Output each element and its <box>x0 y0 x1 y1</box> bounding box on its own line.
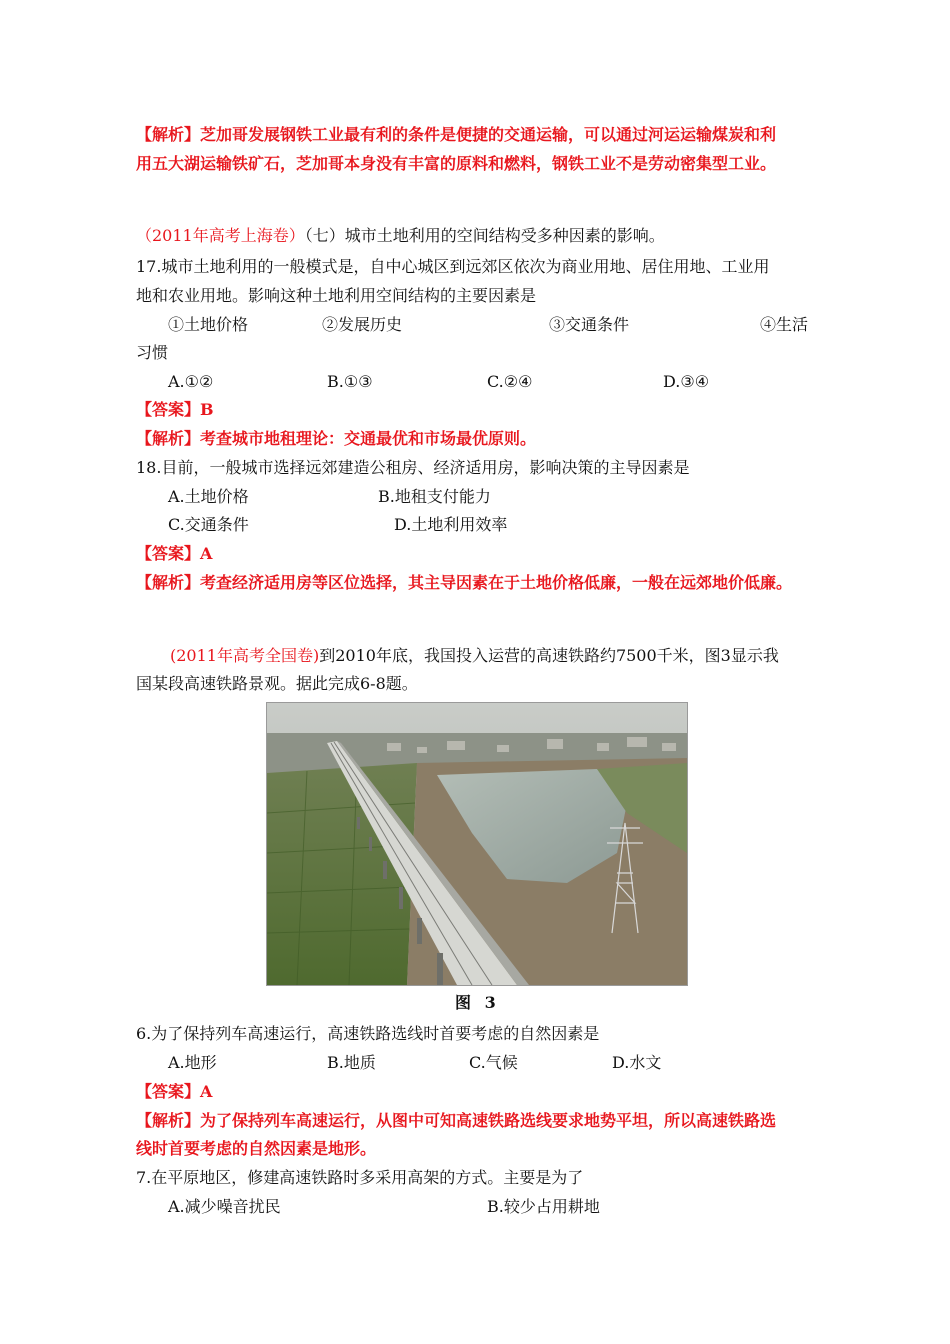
q17-option-d: D.③④ <box>663 372 710 391</box>
q18-analysis: 【解析】考查经济适用房等区位选择，其主导因素在于土地价格低廉，一般在远郊地价低廉。 <box>136 573 793 592</box>
q17-item-3: ③交通条件 <box>549 315 630 334</box>
q17-stem-line1: 17.城市土地利用的一般模式是，自中心城区到远郊区依次为商业用地、居住用地、工业用 <box>136 257 770 276</box>
q18-option-d: D.土地利用效率 <box>394 515 508 534</box>
q18-stem: 18.目前，一般城市选择远郊建造公租房、经济适用房，影响决策的主导因素是 <box>136 458 690 477</box>
q17-stem-line2: 地和农业用地。影响这种土地利用空间结构的主要因素是 <box>136 286 537 305</box>
q7-option-a: A.减少噪音扰民 <box>168 1197 281 1216</box>
q6-analysis-line2: 线时首要考虑的自然因素是地形。 <box>136 1139 377 1158</box>
q18-option-a: A.土地价格 <box>168 487 249 506</box>
q17-option-b: B.①③ <box>327 372 373 391</box>
q17-item-4: ④生活 <box>760 315 809 334</box>
analysis-chicago-line1: 【解析】芝加哥发展钢铁工业最有利的条件是便捷的交通运输，可以通过河运运输煤炭和利 <box>136 125 777 144</box>
q6-analysis-line1: 【解析】为了保持列车高速运行，从图中可知高速铁路选线要求地势平坦，所以高速铁路选 <box>136 1111 777 1130</box>
national-intro-line2: 国某段高速铁路景观。据此完成6-8题。 <box>136 674 418 693</box>
q17-item-1: ①土地价格 <box>168 315 249 334</box>
high-speed-railway-photo <box>266 702 688 986</box>
national-intro-line1: (2011年高考全国卷)到2010年底，我国投入运营的高速铁路约7500千米，图3显示我 <box>170 646 779 665</box>
q7-stem: 7.在平原地区，修建高速铁路时多采用高架的方式。主要是为了 <box>136 1168 584 1187</box>
figure-caption: 图 3 <box>455 993 500 1012</box>
q17-item-2: ②发展历史 <box>322 315 403 334</box>
q18-option-b: B.地租支付能力 <box>378 487 491 506</box>
q17-option-a: A.①② <box>168 372 214 391</box>
q18-option-c: C.交通条件 <box>168 515 249 534</box>
q6-option-d: D.水文 <box>612 1053 662 1072</box>
q6-option-b: B.地质 <box>327 1053 376 1072</box>
source-shanghai: （2011年高考上海卷） <box>136 226 305 245</box>
q6-stem: 6.为了保持列车高速运行，高速铁路选线时首要考虑的自然因素是 <box>136 1024 600 1043</box>
q17-item-4-cont: 习惯 <box>136 343 169 362</box>
shanghai-intro: （2011年高考上海卷）（七）城市土地利用的空间结构受多种因素的影响。 <box>136 226 665 245</box>
q6-option-c: C.气候 <box>469 1053 518 1072</box>
q6-option-a: A.地形 <box>168 1053 217 1072</box>
source-national: (2011年高考全国卷) <box>170 646 320 665</box>
q17-analysis: 【解析】考查城市地租理论：交通最优和市场最优原则。 <box>136 429 537 448</box>
q6-answer: 【答案】A <box>136 1082 213 1101</box>
analysis-tag: 【解析】 <box>136 125 201 144</box>
q17-option-c: C.②④ <box>487 372 533 391</box>
q18-answer: 【答案】A <box>136 544 213 563</box>
q17-answer: 【答案】B <box>136 400 214 419</box>
q7-option-b: B.较少占用耕地 <box>487 1197 600 1216</box>
analysis-chicago-line2: 用五大湖运输铁矿石，芝加哥本身没有丰富的原料和燃料，钢铁工业不是劳动密集型工业。 <box>136 154 777 173</box>
